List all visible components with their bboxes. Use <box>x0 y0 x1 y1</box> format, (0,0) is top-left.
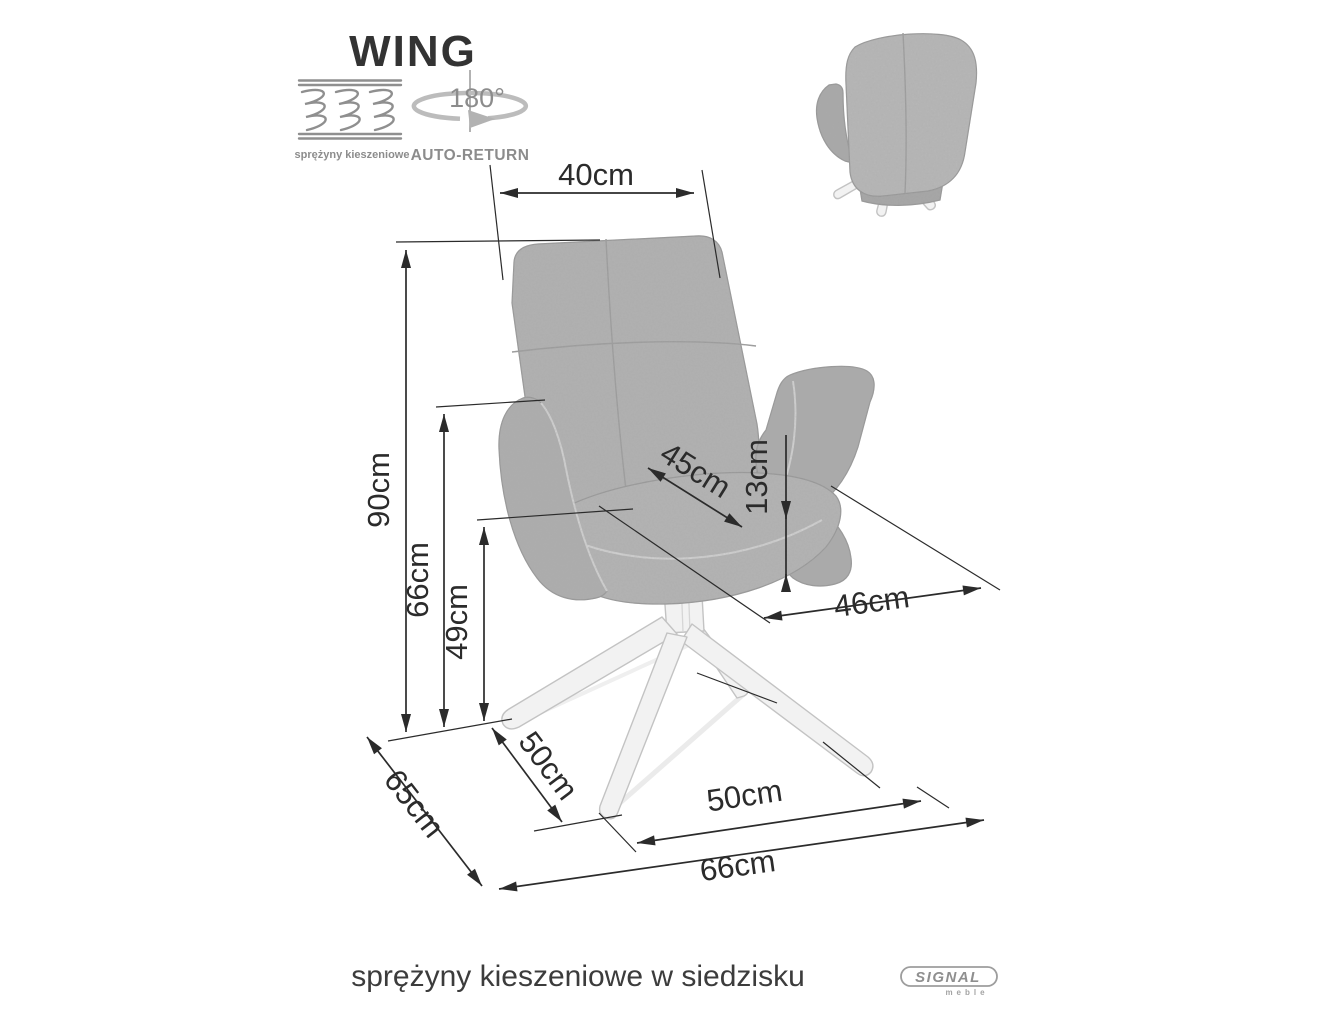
footer-note: sprężyny kieszeniowe w siedzisku <box>351 960 805 993</box>
total-height-label: 90cm <box>361 452 396 528</box>
dimension-base-width <box>499 820 984 889</box>
base-strut-spacing-front-label: 50cm <box>704 772 785 819</box>
armrest-height-label: 66cm <box>400 542 435 618</box>
base-depth-label: 65cm <box>377 762 452 845</box>
logo-subtitle: meble <box>945 988 989 997</box>
dimension-base-depth <box>367 737 482 886</box>
brand-logo <box>901 967 997 997</box>
auto-return-caption: AUTO-RETURN <box>410 147 530 164</box>
base-width-label: 66cm <box>697 842 778 889</box>
base-strut-spacing-side-label: 50cm <box>511 724 586 807</box>
chair-rear-thumbnail <box>817 33 977 216</box>
seat-cushion-thickness-label: 13cm <box>739 439 774 515</box>
chair-front-drawing <box>499 236 874 819</box>
springs-caption: sprężyny kieszeniowe <box>294 149 410 161</box>
rotation-degrees-label: 180° <box>449 83 505 113</box>
seat-depth-label: 45cm <box>654 435 737 506</box>
seat-height-label: 49cm <box>439 584 474 660</box>
pocket-springs-icon <box>295 81 410 162</box>
logo-text: SIGNAL <box>915 969 981 986</box>
rotation-180-icon <box>411 70 530 164</box>
backrest-width-label: 40cm <box>558 157 634 192</box>
page-title: WING <box>349 27 477 76</box>
seat-width-label: 46cm <box>831 578 912 625</box>
